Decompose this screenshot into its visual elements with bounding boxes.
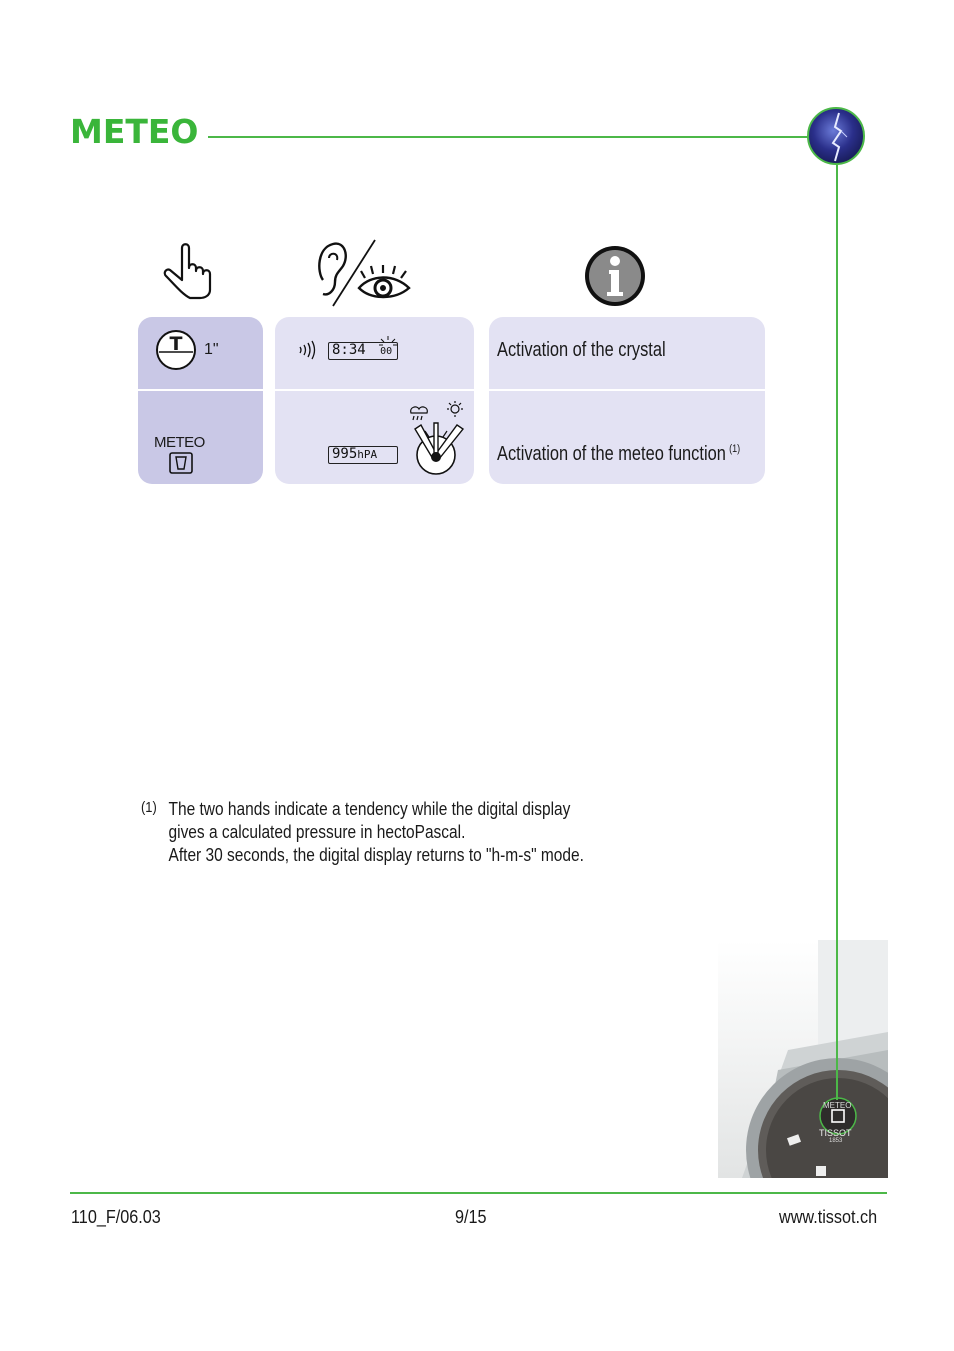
watch-brand: TISSOT [819,1128,852,1138]
info-meteo-footnote-ref: (1) [729,443,741,456]
watch-image [718,940,888,1178]
action-panel [138,317,263,484]
press-duration: 1" [204,341,219,358]
meteo-button-label: METEO [154,434,205,451]
footnote-marker: (1) [141,799,157,816]
page-title: METEO [70,112,199,151]
footer-rule [70,1192,887,1194]
info-icon [583,244,647,308]
info-meteo-text: Activation of the meteo function [497,443,726,465]
watch-pointer-line [836,940,838,1100]
info-panel [489,317,765,484]
time-display-seconds: 00 [380,346,393,357]
crown-key-label: T [169,333,183,355]
footnote-line-1: The two hands indicate a tendency while the digital display [168,799,571,819]
time-display-value: 8:34 [332,342,366,358]
footnote-line-3: After 30 seconds, the digital display returns to "h-m-s" mode. [168,845,584,865]
pressure-unit: hPA [357,448,378,461]
ear-eye-icon [315,238,415,310]
header-rule [208,136,808,138]
footnote [141,798,584,867]
meteo-button-icon[interactable] [168,451,194,475]
beep-icon [296,340,320,360]
crown-t-button[interactable] [155,329,197,371]
pressure-display [328,446,398,464]
doc-code: 110_F/06.03 [71,1207,161,1227]
weather-tendency-icon [405,401,467,477]
page-number: 9/15 [455,1207,487,1227]
info-crystal-activation: Activation of the crystal [497,339,666,361]
info-meteo-activation [497,443,740,466]
display-panel [275,317,474,484]
website-link[interactable]: www.tissot.ch [779,1207,878,1227]
pointing-hand-icon [160,238,222,302]
light-burst-icon [379,335,397,347]
pressure-value: 995 [332,446,358,462]
lightning-orb-icon [807,107,865,165]
watch-meteo-label: METEO [823,1101,852,1110]
footnote-line-2: gives a calculated pressure in hectoPascal. [168,822,466,842]
watch-year: 1853 [829,1138,843,1144]
